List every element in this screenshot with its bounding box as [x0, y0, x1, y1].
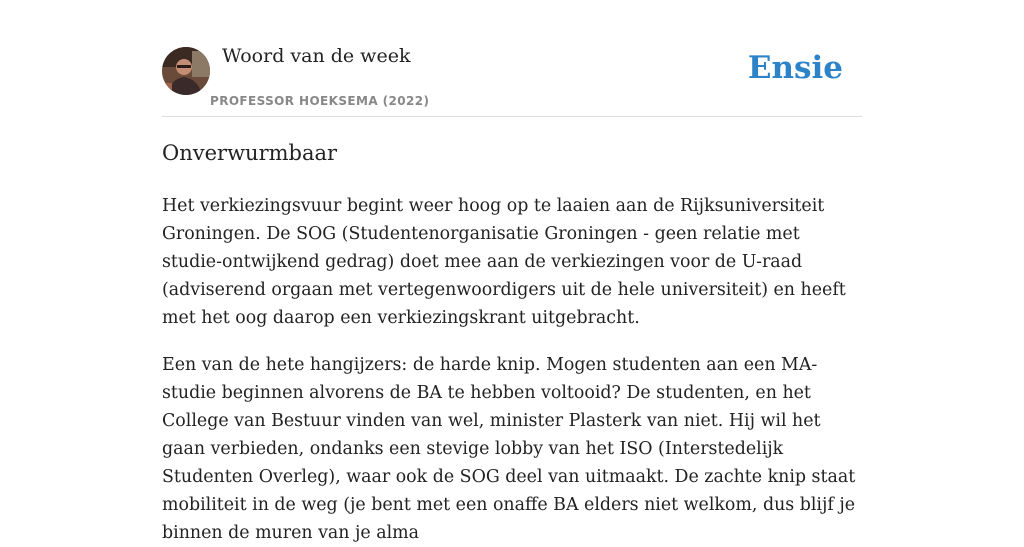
author-name[interactable]: PROFESSOR HOEKSEMA (2022)	[210, 94, 430, 108]
author-avatar[interactable]	[162, 47, 210, 95]
article-paragraph: Een van de hete hangijzers: de harde knip. Mogen studenten aan een MA-studie beginnen alvorens de BA te hebben voltooid? De studenten, en het College van Bestuur vinden van wel, minister Plasterk van niet. Hij wil het gaan verbieden, ondanks een stevige lobby van het ISO (Interstedelijk Studenten Overleg), waar ook de SOG deel van uitmaakt. De zachte knip staat mobiliteit in de weg (je bent met een onaffe BA elders niet welkom, dus blijf je binnen de muren van je alma	[162, 355, 856, 543]
series-title[interactable]: Woord van de week	[222, 45, 411, 67]
author-photo-icon	[162, 47, 210, 95]
article-paragraph: Het verkiezingsvuur begint weer hoog op te laaien aan de Rijksuniversiteit Groningen. De SOG (Studentenorganisatie Groningen - geen relatie met studie-ontwijkend gedrag) doet mee aan de verkiezingen voor de U-raad (adviserend orgaan met vertegenwoordigers uit de hele universiteit) en heeft met het oog daarop een verkiezingskrant uitgebracht.	[162, 196, 846, 328]
article-title: Onverwurmbaar	[162, 141, 338, 165]
ensie-logo[interactable]: Ensie	[747, 50, 843, 86]
article-header	[162, 0, 862, 117]
article-page	[162, 0, 862, 543]
